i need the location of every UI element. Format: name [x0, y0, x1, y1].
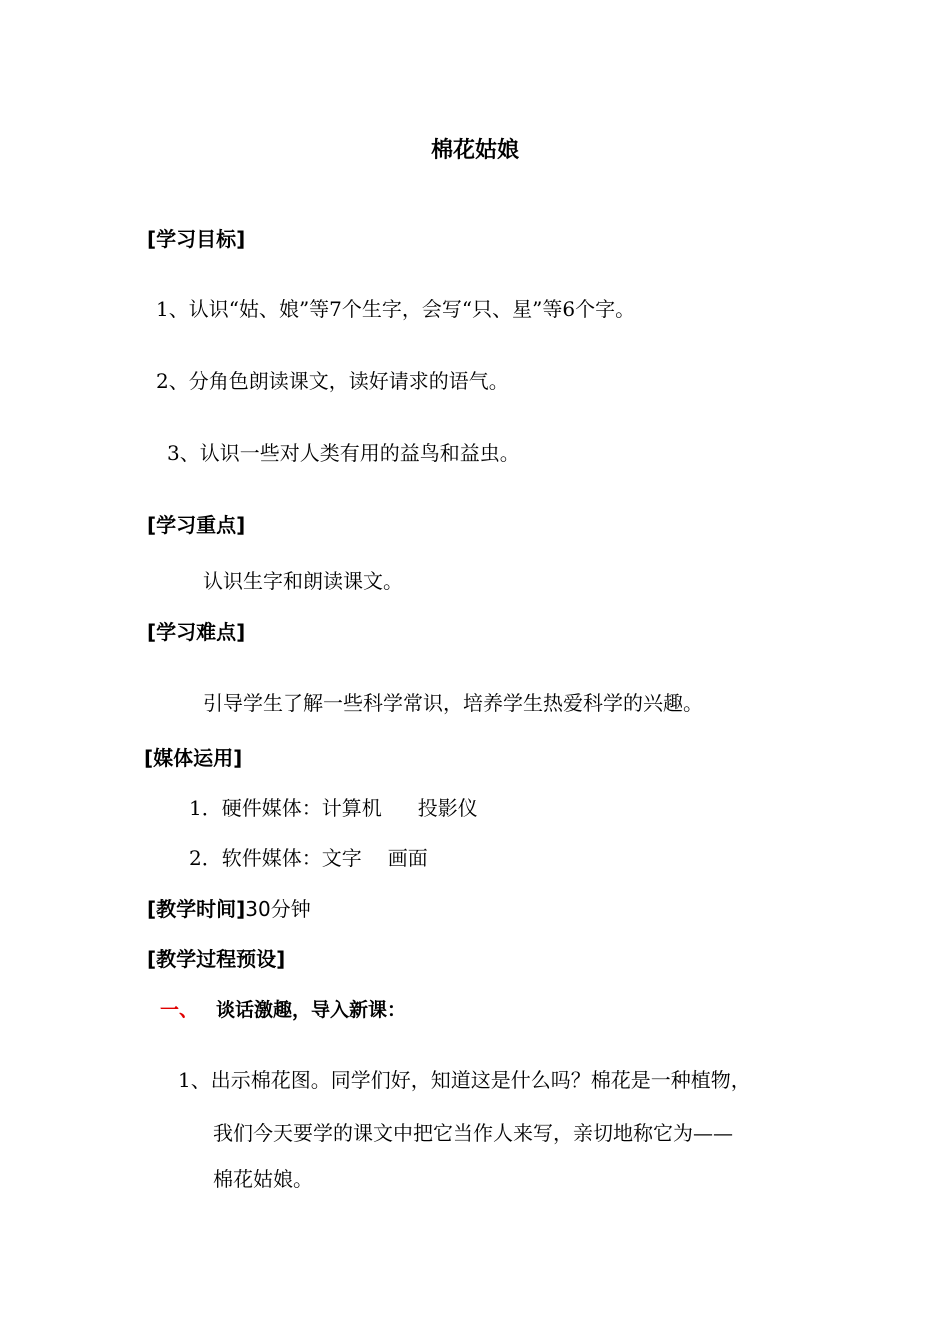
difficulties-text: 引导学生了解一些科学常识，培养学生热爱科学的兴趣。: [203, 691, 703, 715]
process-item-1-line-2: 我们今天要学的课文中把它当作人来写，亲切地称它为——: [213, 1121, 733, 1145]
process-item-1-line-3: 棉花姑娘。: [213, 1167, 313, 1191]
media-item-software: [189, 845, 428, 871]
process-item-1-line-1: [178, 1067, 751, 1093]
time-heading-label: [教学时间]: [147, 897, 246, 921]
section-number: 一、: [160, 999, 199, 1021]
key-points-heading: [学习重点]: [147, 513, 246, 537]
objective-item-1: 1、认识“姑、娘”等7个生字，会写“只、星”等6个字。: [156, 297, 636, 321]
objectives-heading: [学习目标]: [147, 227, 246, 251]
media-item-label: 2．软件媒体：: [189, 846, 322, 870]
media-item-value: 计算机: [321, 796, 382, 820]
process-section-1-heading: [160, 997, 406, 1023]
media-item-hardware: [189, 795, 478, 821]
key-points-text: 认识生字和朗读课文。: [203, 569, 403, 593]
media-heading: [媒体运用]: [144, 746, 243, 770]
document-title: 棉花姑娘: [430, 138, 519, 163]
media-item-value: 投影仪: [417, 796, 478, 820]
process-item-text: 出示棉花图。同学们好，知道这是什么吗？棉花是一种植物，: [210, 1068, 751, 1092]
section-title: 谈话激趣，导入新课：: [216, 999, 407, 1021]
objective-item-3: 3、认识一些对人类有用的益鸟和益虫。: [167, 441, 520, 465]
process-item-label: 1、: [178, 1068, 211, 1092]
media-item-value: 画面: [387, 846, 428, 870]
time-heading: [147, 896, 311, 922]
media-item-label: 1．硬件媒体：: [189, 796, 322, 820]
process-heading: [教学过程预设]: [147, 947, 286, 971]
difficulties-heading: [学习难点]: [147, 620, 246, 644]
objective-item-2: 2、分角色朗读课文，读好请求的语气。: [156, 369, 509, 393]
media-item-value: 文字: [321, 846, 362, 870]
time-value: 30分钟: [245, 897, 311, 921]
